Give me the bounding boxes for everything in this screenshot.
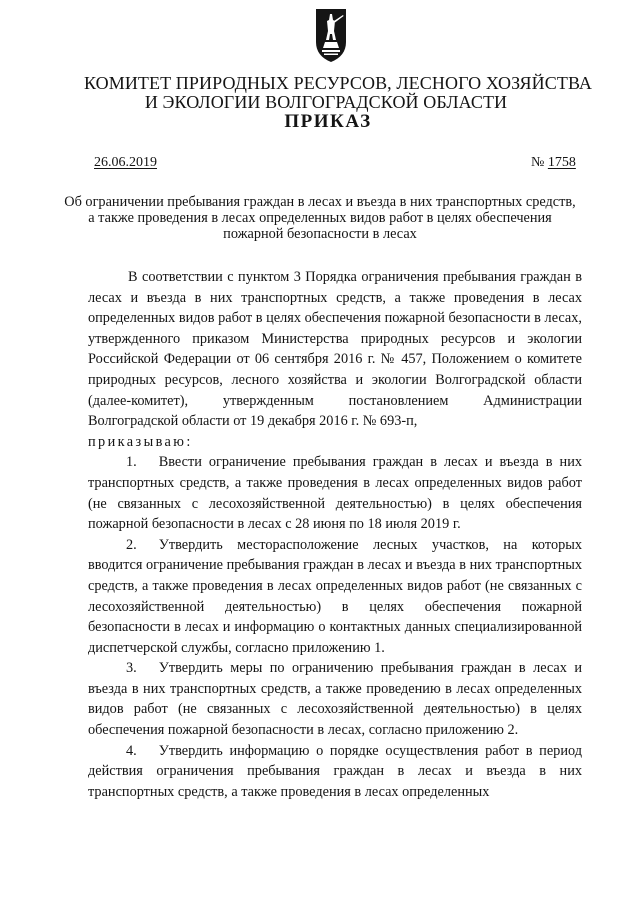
item-number: 1. xyxy=(126,454,137,471)
item-number: 4. xyxy=(126,742,137,759)
order-body xyxy=(88,267,582,802)
order-item xyxy=(88,741,582,803)
order-item xyxy=(88,452,582,534)
order-subject: Об ограничении пребывания граждан в лесах и въезда в них транспортных средств, а также проведения в лесах определенных видов работ в целях обеспечения пожарной безопасности в лесах xyxy=(64,194,576,242)
volgograd-coat-of-arms-icon xyxy=(313,6,349,64)
order-date: 26.06.2019 xyxy=(94,155,157,170)
order-number-value: 1758 xyxy=(547,155,576,170)
item-text: Ввести ограничение пребывания граждан в лесах и въезда в них транспортных средств, а также проведения в лесах определенных видов работ (не связанных с лесохозяйственной деятельностью) в целях обеспечения пожарной безопасности в лесах с 28 июня по 18 июля 2019 г. xyxy=(88,454,582,533)
number-sign: № xyxy=(531,155,545,170)
order-item xyxy=(88,535,582,659)
organization-name-line1: КОМИТЕТ ПРИРОДНЫХ РЕСУРСОВ, ЛЕСНОГО ХОЗЯЙСТВА xyxy=(83,73,593,93)
item-number: 3. xyxy=(126,660,137,677)
item-text: Утвердить информацию о порядке осуществления работ в период действия ограничения пребывания граждан в лесах и въезда в них транспортных средств, а также проведения в лесах определенных xyxy=(88,742,582,800)
item-text: Утвердить месторасположение лесных участков, на которых вводится ограничение пребывания граждан в лесах и въезда в них транспортных средств, а также проведения в лесах определенных видов работ (не связанных с лесохозяйственной деятельностью) в целях обеспечения пожарной безопасности в лесах и информацию о контактных данных специализированной диспетчерской службы, согласно приложению 1. xyxy=(88,536,582,656)
order-word: приказываю: xyxy=(88,433,193,450)
organization-name-line2: И ЭКОЛОГИИ ВОЛГОГРАДСКОЙ ОБЛАСТИ xyxy=(144,92,508,112)
document-type-title: ПРИКАЗ xyxy=(284,111,372,132)
preamble-text: В соответствии с пунктом 3 Порядка ограничения пребывания граждан в лесах и въезда в них транспортных средств, а также проведения в лесах определенных видов работ в целях обеспечения пожарной безопасности в лесах, утвержденного приказом Министерства природных ресурсов и экологии Российской Федерации от 06 сентября 2016 г. № 457, Положением о комитете природных ресурсов, лесного хозяйства и экологии Волгоградской области (далее-комитет), утвержденным постановлением Администрации Волгоградской области от 19 декабря 2016 г. № 693-п, xyxy=(88,269,582,430)
preamble-paragraph xyxy=(88,267,582,452)
order-number xyxy=(531,155,576,171)
order-item xyxy=(88,658,582,740)
item-text: Утвердить меры по ограничению пребывания граждан в лесах и въезда в них транспортных средств, а также проведению в лесах определенных видов работ (не связанных с лесохозяйственной деятельностью) в целях обеспечения пожарной безопасности в лесах, согласно приложению 2. xyxy=(88,660,582,739)
item-number: 2. xyxy=(126,536,137,553)
